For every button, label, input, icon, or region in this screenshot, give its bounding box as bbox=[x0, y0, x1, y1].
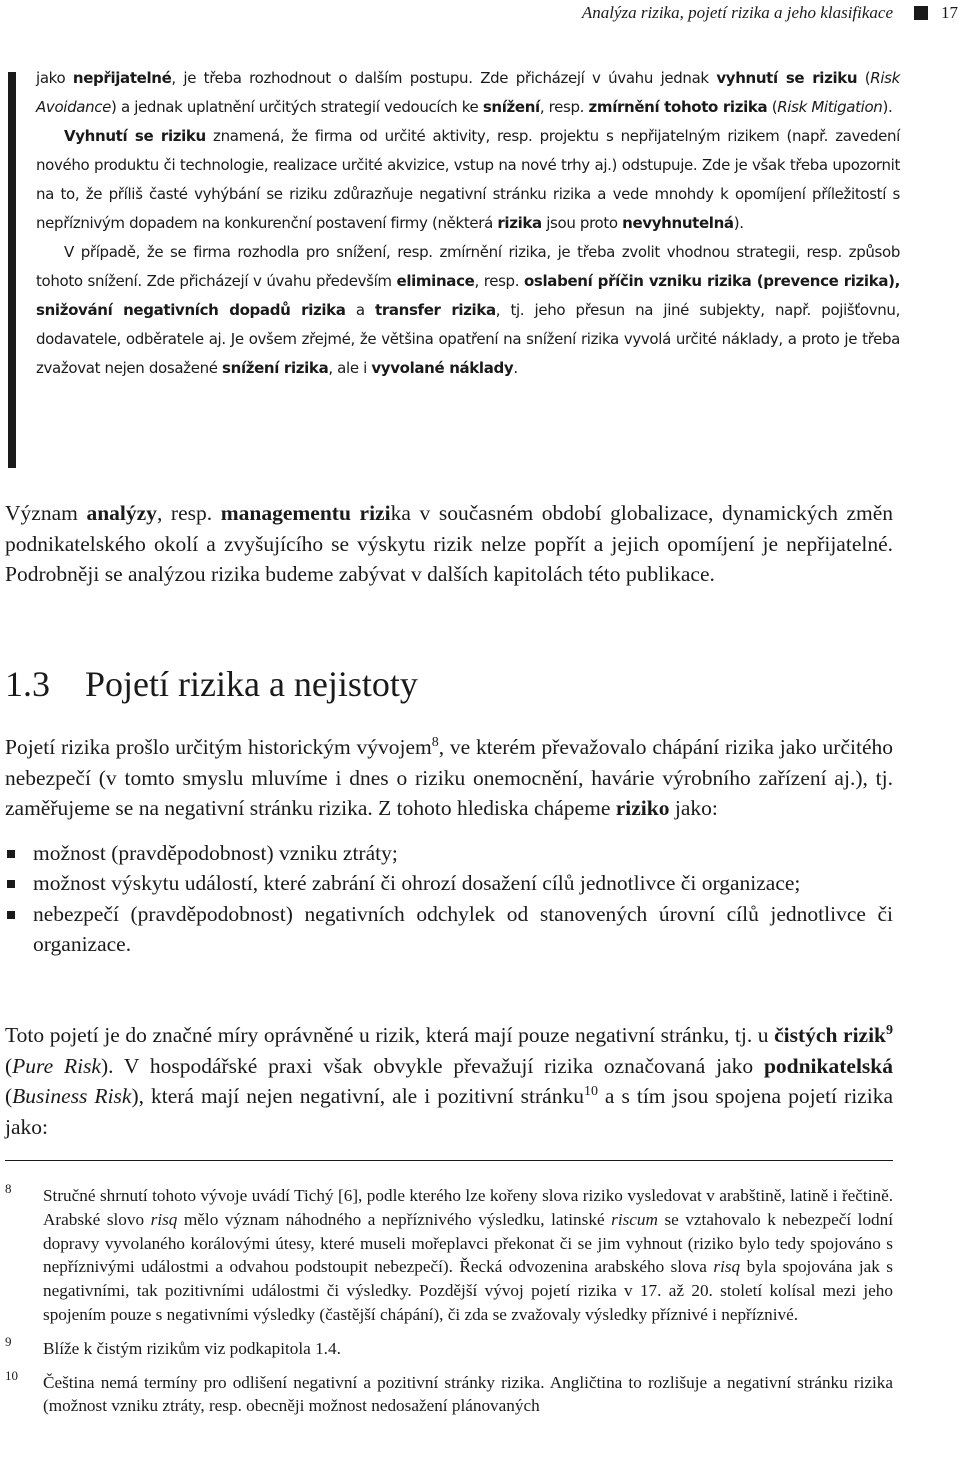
page-number: 17 bbox=[941, 3, 958, 22]
text: , tj. jeho přesun na jiné subjekty, např. pojišťovnu, dodavatele, odběratele aj. Je ovšem zřejmé, že většina opatření na snížení rizika vyvolá určité náklady, a proto je třeba zvažovat nejen dosažené bbox=[36, 301, 900, 377]
list-item bbox=[5, 838, 893, 869]
box-side-bar bbox=[8, 72, 16, 468]
italic-term: risq bbox=[713, 1257, 741, 1277]
text: ) a jednak uplatnění určitých strategií vedoucích ke bbox=[111, 98, 483, 116]
footnote-divider bbox=[5, 1160, 893, 1161]
running-header bbox=[0, 0, 960, 30]
list-item-text: možnost výskytu událostí, které zabrání či ohrozí dosažení cílů jednotlivce či organizace; bbox=[33, 871, 801, 895]
bold-term: transfer rizika bbox=[375, 301, 496, 319]
paragraph-risk-concept bbox=[5, 732, 893, 960]
footnote-9 bbox=[5, 1333, 893, 1361]
text: ). bbox=[882, 98, 893, 116]
footnote-text: Blíže k čistým rizikům viz podkapitola 1.4. bbox=[43, 1338, 341, 1358]
text: byla spojována jak s negativními, tak pozitivními událostmi či výsledky. Pozdější vývoj pojetí rizika v 17. až 20. století kolísal mezi jeho spojením pouze s negativními výsledky (častější chápání), či zda se zvažovaly výsledky příznivé i nepříznivé. bbox=[43, 1257, 893, 1324]
text: znamená, že firma od určité aktivity, resp. projektu s nepřijatelným rizikem (např. zavedení nového produktu či technologie, realizace určité akvizice, vstup na nové trhy aj.) odstupuje. Zde je však třeba upozornit na to, že příliš časté vyhýbání se riziku zdůrazňuje negativní stránku rizika a vede mnohdy k opomíjení příležitostí s nepříznivým dopadem na konkurenční postavení firmy (některá bbox=[36, 127, 900, 232]
text: a bbox=[345, 301, 375, 319]
list-item-text: možnost (pravděpodobnost) vzniku ztráty; bbox=[33, 840, 398, 865]
bold-term: nevyhnutelná bbox=[622, 214, 734, 232]
running-title: Analýza rizika, pojetí rizika a jeho klasifikace bbox=[581, 3, 893, 22]
text: , resp. bbox=[539, 98, 589, 116]
italic-term: risq bbox=[150, 1209, 178, 1229]
header-square-marker bbox=[914, 6, 928, 20]
text: V případě, že se firma rozhodla pro snížení, resp. zmírnění rizika, je třeba zvolit vhodnou strategii, resp. způsob tohoto snížení. Zde přicházejí v úvahu především bbox=[36, 243, 900, 290]
italic-term: Risk Avoidance bbox=[36, 69, 900, 116]
section-title: Pojetí rizika a nejistoty bbox=[85, 664, 418, 704]
text: ka v současném období globalizace, dynamických změn podnikatelského okolí a zvyšujícího se výskytu rizik nelze popřít a jejich opomíjení je nepřijatelné. Podrobněji se analýzou rizika budeme zabývat v dalších kapitolách této publikace. bbox=[5, 501, 893, 586]
list-item bbox=[5, 899, 893, 960]
text: se vztahovalo k nebezpečí lodní dopravy vyvolaného korálovými útesy, které museli mořeplavci překonat či se jim vyhnout (riziko bylo tedy spojováno s nepříznivými událostmi a odvahou podstoupit nebezpečí). Řecká odvozenina arabského slova bbox=[43, 1209, 894, 1277]
bullet-square-icon bbox=[7, 880, 15, 888]
footnote-mark: 10 bbox=[5, 1367, 18, 1383]
bold-term: riziko bbox=[615, 796, 670, 820]
text: mělo význam náhodného a nepříznivého výsledku, latinské bbox=[177, 1209, 612, 1229]
italic-term: riscum bbox=[611, 1209, 658, 1229]
bold-term: čistých rizik bbox=[774, 1023, 887, 1047]
text: a s tím jsou spojena pojetí rizika jako: bbox=[5, 1084, 893, 1139]
bullet-list bbox=[5, 838, 893, 960]
text: ). V hospodářské praxi však obvykle převažují rizika označovaná jako bbox=[100, 1053, 764, 1078]
text: ( bbox=[767, 98, 778, 116]
text: , ve kterém převažovalo chápání rizika jako určitého nebezpečí (v tomto smyslu mluvíme i dnes o riziku onemocnění, havárie výrobního zařízení aj.), tj. zaměřujeme se na negativní stránku rizika. Z tohoto hlediska chápeme bbox=[5, 735, 894, 820]
bold-term: podnikatelská bbox=[763, 1053, 893, 1078]
text: , resp. bbox=[474, 272, 524, 290]
bold-term: eliminace bbox=[396, 272, 475, 290]
list-item bbox=[5, 868, 893, 899]
text: Pojetí rizika prošlo určitým historickým vývojem bbox=[5, 735, 432, 759]
text: jako: bbox=[669, 796, 718, 820]
text: . bbox=[513, 359, 518, 377]
box-paragraph-3 bbox=[36, 238, 900, 383]
footnote-mark: 9 bbox=[5, 1333, 12, 1349]
bold-term: snížení bbox=[482, 98, 540, 116]
box-paragraph-1 bbox=[36, 64, 900, 122]
text: Toto pojetí je do značné míry oprávněné u rizik, která mají pouze negativní stránku, tj. u bbox=[5, 1023, 775, 1047]
footnote-ref[interactable]: 8 bbox=[431, 734, 439, 750]
bold-term: vyvolané náklady bbox=[371, 359, 514, 377]
text: ), která mají nejen negativní, ale i pozitivní stránku bbox=[131, 1084, 584, 1108]
bold-term: oslabení příčin vzniku rizika (prevence rizika), snižování negativních dopadů rizika bbox=[36, 272, 900, 319]
text: , resp. bbox=[156, 501, 221, 525]
italic-term: Risk Mitigation bbox=[777, 98, 883, 116]
text: jsou proto bbox=[541, 214, 623, 232]
bold-term: managementu rizi bbox=[220, 501, 391, 525]
bold-term: vyhnutí se riziku bbox=[716, 69, 858, 87]
text: ( bbox=[5, 1084, 13, 1108]
text: ( bbox=[857, 69, 871, 87]
footnotes bbox=[5, 1181, 894, 1428]
footnote-10 bbox=[5, 1367, 893, 1419]
box-paragraph-2 bbox=[36, 122, 900, 238]
bullet-square-icon bbox=[7, 911, 15, 919]
bold-term: zmírnění tohoto rizika bbox=[588, 98, 768, 116]
text: Stručné shrnutí tohoto vývoje uvádí Tichý [6], podle kterého lze kořeny slova riziko vysledovat v arabštině, latině i řečtině. Arabské slovo bbox=[43, 1186, 893, 1229]
text: Význam bbox=[5, 501, 87, 525]
bold-term: analýzy bbox=[86, 501, 157, 525]
footnote-text: Čeština nemá termíny pro odlišení negativní a pozitivní stránky rizika. Angličtina to rozlišuje a negativní stránku rizika (možnost vzniku ztráty, resp. obecněji možnost nedosažení plánovaných bbox=[43, 1372, 893, 1416]
paragraph-pure-business-risk bbox=[5, 1020, 893, 1142]
section-number: 1.3 bbox=[5, 664, 50, 704]
text: ). bbox=[733, 214, 744, 232]
text: , je třeba rozhodnout o dalším postupu. Zde přicházejí v úvahu jednak bbox=[171, 69, 717, 87]
bold-term: nepřijatelné bbox=[72, 69, 172, 87]
footnote-mark: 8 bbox=[5, 1181, 12, 1196]
text: ( bbox=[5, 1053, 13, 1078]
italic-term: Pure Risk bbox=[12, 1053, 101, 1078]
text: , ale i bbox=[328, 359, 372, 377]
bold-term: rizika bbox=[497, 214, 542, 232]
list-item-text: nebezpečí (pravděpodobnost) negativních odchylek od stanovených úrovní cílů jednotlivce či organizace. bbox=[33, 901, 893, 956]
section-heading bbox=[5, 660, 418, 708]
footnote-ref[interactable]: 9 bbox=[886, 1022, 893, 1038]
text: jako bbox=[36, 69, 73, 87]
footnote-ref[interactable]: 10 bbox=[583, 1083, 598, 1099]
paragraph-importance bbox=[5, 498, 893, 590]
bullet-square-icon bbox=[7, 850, 15, 858]
bold-term: snížení rizika bbox=[222, 359, 329, 377]
bold-term: Vyhnutí se riziku bbox=[64, 127, 206, 145]
highlight-box bbox=[36, 64, 900, 383]
italic-term: Business Risk bbox=[12, 1084, 132, 1108]
footnote-8 bbox=[5, 1181, 894, 1327]
